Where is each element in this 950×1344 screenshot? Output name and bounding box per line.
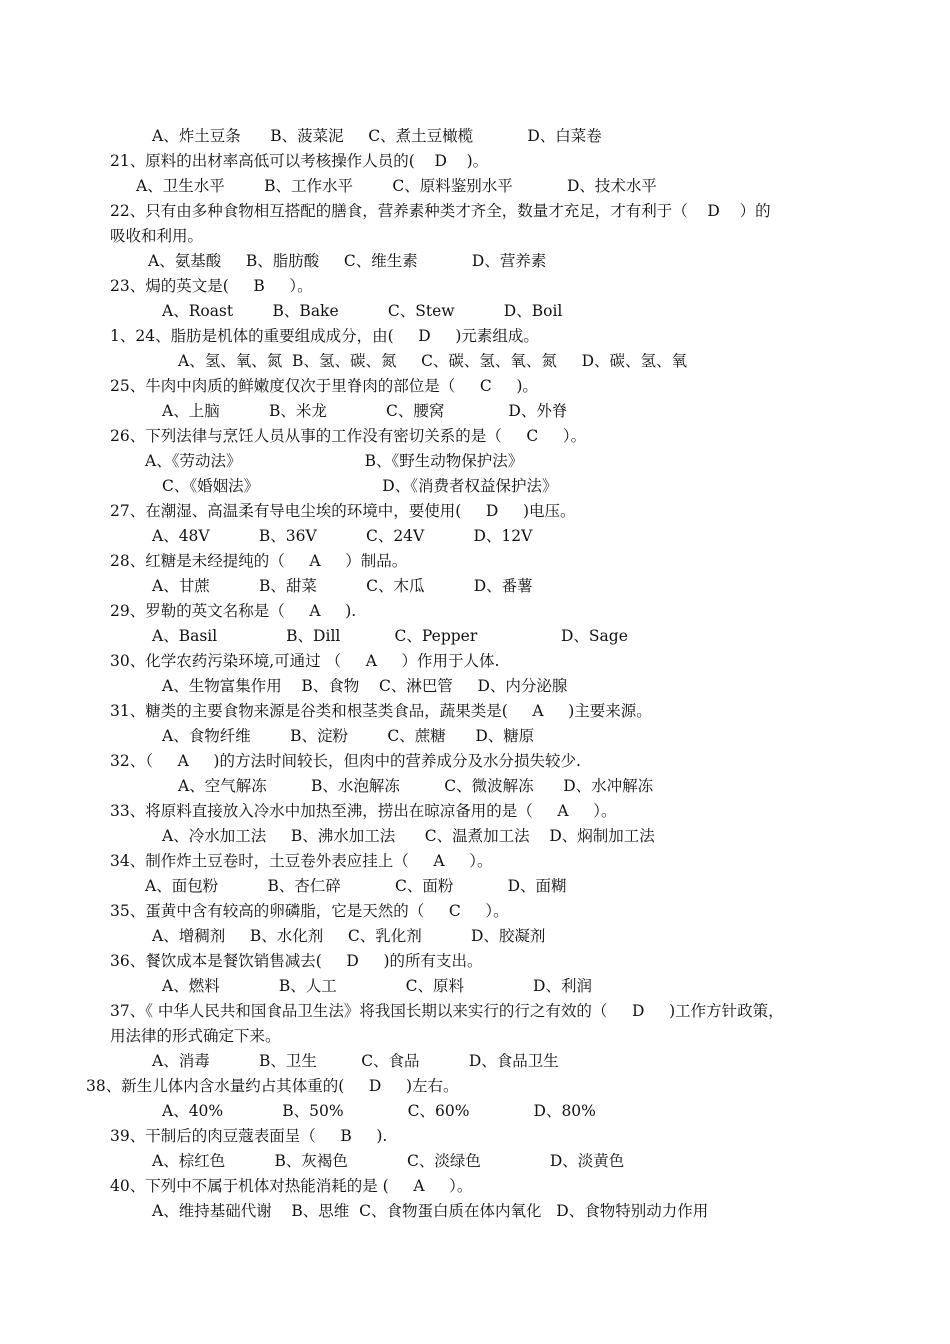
- q24-question: 1、24、脂肪是机体的重要组成成分，由( D )元素组成。: [110, 327, 539, 345]
- q26-question: 26、下列法律与烹饪人员从事的工作没有密切关系的是（ C ）。: [110, 427, 587, 445]
- q39-question: 39、干制后的肉豆蔻表面呈（ B ).: [110, 1127, 388, 1145]
- q30-question: 30、化学农药污染环境,可通过 （ A ）作用于人体.: [110, 652, 500, 670]
- q35-question: 35、蛋黄中含有较高的卵磷脂，它是天然的（ C ）。: [110, 902, 509, 920]
- q22-question-cont: 吸收和利用。: [110, 227, 204, 245]
- q23-options: A、Roast B、Bake C、Stew D、Boil: [162, 302, 563, 320]
- q23-question: 23、焗的英文是( B ）。: [110, 277, 313, 295]
- q22-options: A、氨基酸 B、脂肪酸 C、维生素 D、营养素: [148, 252, 547, 270]
- q37-question: 37、《 中华人民共和国食品卫生法》将我国长期以来实行的行之有效的（ D )工作方针政策，: [110, 1002, 784, 1020]
- q32-options: A、空气解冻 B、水泡解冻 C、微波解冻 D、水冲解冻: [178, 777, 654, 795]
- q32-question: 32、（ A )的方法时间较长，但肉中的营养成分及水分损失较少.: [110, 752, 581, 770]
- q36-options: A、燃料 B、人工 C、原料 D、利润: [162, 977, 592, 995]
- q39-options: A、棕红色 B、灰褐色 C、淡绿色 D、淡黄色: [152, 1152, 625, 1170]
- q38-question: 38、新生儿体内含水量约占其体重的( D )左右。: [86, 1077, 459, 1095]
- q20-options: A、炸土豆条 B、菠菜泥 C、煮土豆橄榄 D、白菜卷: [152, 127, 602, 145]
- q28-options: A、甘蔗 B、甜菜 C、木瓜 D、番薯: [152, 577, 533, 595]
- q25-question: 25、牛肉中肉质的鲜嫩度仅次于里脊肉的部位是（ C )。: [110, 377, 538, 395]
- q34-options: A、面包粉 B、杏仁碎 C、面粉 D、面糊: [145, 877, 567, 895]
- q28-question: 28、红糖是未经提纯的（ A ）制品。: [110, 552, 408, 570]
- q21-question: 21、原料的出材率高低可以考核操作人员的( D )。: [110, 152, 489, 170]
- q27-question: 27、在潮湿、高温柔有导电尘埃的环境中，要使用( D )电压。: [110, 502, 576, 520]
- q35-options: A、增稠剂 B、水化剂 C、乳化剂 D、胶凝剂: [152, 927, 546, 945]
- q21-options: A、卫生水平 B、工作水平 C、原料鉴别水平 D、技术水平: [136, 177, 657, 195]
- q37-options: A、消毒 B、卫生 C、食品 D、食品卫生: [152, 1052, 559, 1070]
- q40-question: 40、下列中不属于机体对热能消耗的是 ( A ）。: [110, 1177, 473, 1195]
- q36-question: 36、餐饮成本是餐饮销售减去( D )的所有支出。: [110, 952, 483, 970]
- q33-question: 33、将原料直接放入冷水中加热至沸，捞出在晾凉备用的是（ A ）。: [110, 802, 617, 820]
- q38-options: A、40% B、50% C、60% D、80%: [162, 1102, 596, 1120]
- q29-question: 29、罗勒的英文名称是（ A ).: [110, 602, 357, 620]
- q29-options: A、Basil B、Dill C、Pepper D、Sage: [152, 627, 628, 645]
- q40-options: A、维持基础代谢 B、思维 C、食物蛋白质在体内氧化 D、食物特别动力作用: [152, 1202, 709, 1220]
- q31-question: 31、糖类的主要食物来源是谷类和根茎类食品，蔬果类是( A )主要来源。: [110, 702, 652, 720]
- q26-options-cd: C、《婚姻法》 D、《消费者权益保护法》: [162, 477, 558, 495]
- q31-options: A、食物纤维 B、淀粉 C、蔗糖 D、糖原: [162, 727, 535, 745]
- q24-options: A、氢、氧、氮 B、氢、碳、氮 C、碳、氢、氧、氮 D、碳、氢、氧: [178, 352, 687, 370]
- q27-options: A、48V B、36V C、24V D、12V: [152, 527, 533, 545]
- q26-options-ab: A、《劳动法》 B、《野生动物保护法》: [145, 452, 524, 470]
- q25-options: A、上脑 B、米龙 C、腰窝 D、外脊: [162, 402, 568, 420]
- q37-question-cont: 用法律的形式确定下来。: [110, 1027, 281, 1045]
- q22-question: 22、只有由多种食物相互搭配的膳食，营养素种类才齐全，数量才充足，才有利于（ D ）的: [110, 202, 771, 220]
- q33-options: A、冷水加工法 B、沸水加工法 C、温煮加工法 D、焖制加工法: [162, 827, 655, 845]
- q30-options: A、生物富集作用 B、食物 C、淋巴管 D、内分泌腺: [162, 677, 568, 695]
- q34-question: 34、制作炸土豆卷时，土豆卷外表应挂上（ A ）。: [110, 852, 493, 870]
